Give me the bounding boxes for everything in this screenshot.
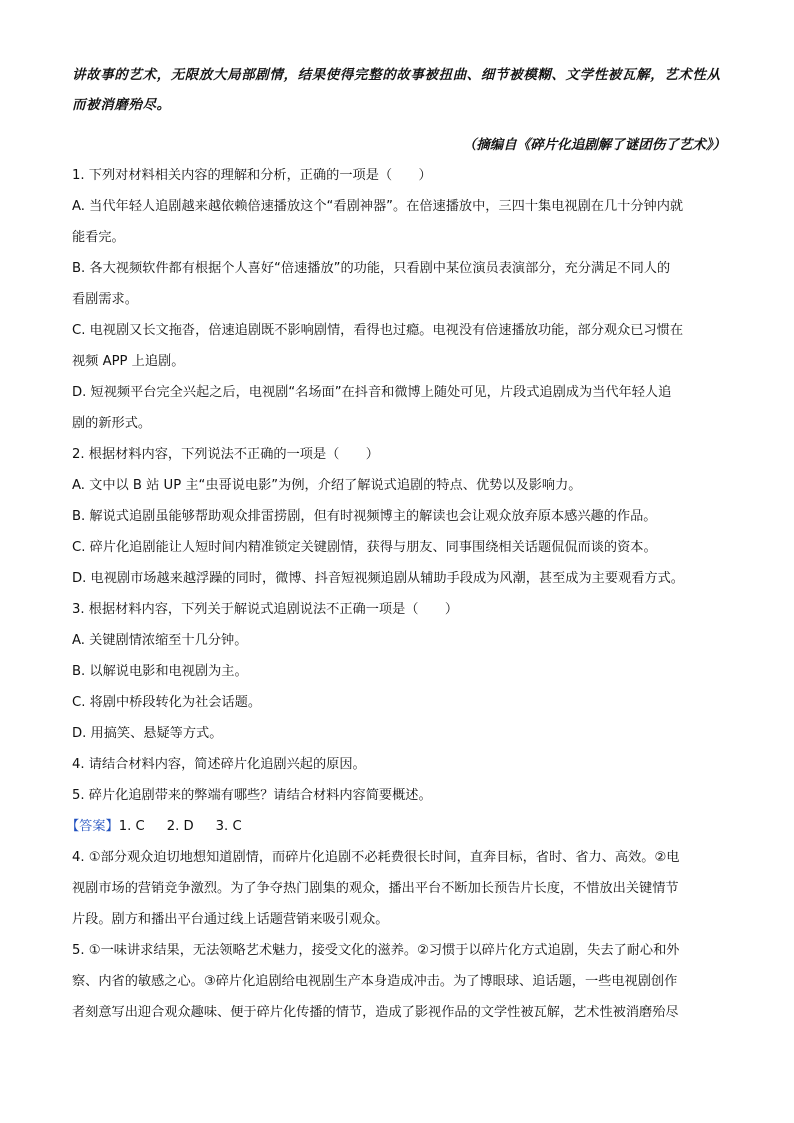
answer-4-line-2: 视剧市场的营销竞争激烈。为了争夺热门剧集的观众，播出平台不断加长预告片长度，不惜放出关键情节 — [72, 881, 679, 896]
question-2-option-b: B. 解说式追剧虽能够帮助观众排雷捞剧，但有时视频博主的解读也会让观众放弃原本感兴趣的作品。 — [72, 509, 657, 524]
question-3-option-b: B. 以解说电影和电视剧为主。 — [72, 664, 248, 679]
question-1-option-d-line-1: D. 短视频平台完全兴起之后，电视剧“名场面”在抖音和微博上随处可见，片段式追剧成为当代年轻人追 — [72, 385, 672, 400]
question-2-stem: 2. 根据材料内容，下列说法不正确的一项是（ ） — [72, 447, 379, 462]
answer-1: 1. C — [118, 819, 145, 834]
question-1-option-a-line-2: 能看完。 — [72, 230, 125, 245]
answer-4-line-1: 4. ①部分观众迫切地想知道剧情，而碎片化追剧不必耗费很长时间，直奔目标，省时、省力、高效。②电 — [72, 850, 680, 865]
question-1-option-b-line-1: B. 各大视频软件都有根据个人喜好“倍速播放”的功能，只看剧中某位演员表演部分，充分满足不同人的 — [72, 261, 671, 276]
source-citation: （摘编自《碎片化追剧解了谜团伤了艺术》） — [462, 137, 726, 153]
question-1-option-d-line-2: 剧的新形式。 — [72, 416, 152, 431]
answer-tag: 【答案】 — [66, 819, 119, 834]
intro-line-1: 讲故事的艺术，无限放大局部剧情，结果使得完整的故事被扭曲、细节被模糊、文学性被瓦解，艺术性从 — [72, 67, 721, 83]
question-3-option-c: C. 将剧中桥段转化为社会话题。 — [72, 695, 262, 710]
answer-3: 3. C — [215, 819, 242, 834]
question-5-stem: 5. 碎片化追剧带来的弊端有哪些？请结合材料内容简要概述。 — [72, 788, 432, 803]
question-2-option-a: A. 文中以 B 站 UP 主“虫哥说电影”为例，介绍了解说式追剧的特点、优势以及影响力。 — [72, 478, 582, 493]
question-1-option-c-line-2: 视频 APP 上追剧。 — [72, 354, 185, 369]
question-2-option-c: C. 碎片化追剧能让人短时间内精准锁定关键剧情，获得与朋友、同事围绕相关话题侃侃而谈的资本。 — [72, 540, 657, 555]
question-1-option-b-line-2: 看剧需求。 — [72, 292, 138, 307]
question-1-option-a-line-1: A. 当代年轻人追剧越来越依赖倍速播放这个“看剧神器”。在倍速播放中，三四十集电视剧在几十分钟内就 — [72, 199, 684, 214]
answer-5-line-2: 察、内省的敏感之心。③碎片化追剧给电视剧生产本身造成冲击。为了博眼球、追话题，一些电视剧创作 — [72, 974, 678, 989]
answer-2: 2. D — [166, 819, 194, 834]
document-page — [66, 60, 726, 1028]
question-3-option-a: A. 关键剧情浓缩至十几分钟。 — [72, 633, 248, 648]
answer-5-line-1: 5. ①一味讲求结果，无法领略艺术魅力，接受文化的滋养。②习惯于以碎片化方式追剧，失去了耐心和外 — [72, 943, 680, 958]
answer-5-line-3: 者刻意写出迎合观众趣味、便于碎片化传播的情节，造成了影视作品的文学性被瓦解，艺术性被消磨殆尽 — [72, 1005, 679, 1020]
question-3-option-d: D. 用搞笑、悬疑等方式。 — [72, 726, 223, 741]
question-1-stem: 1. 下列对材料相关内容的理解和分析，正确的一项是（ ） — [72, 168, 432, 183]
answer-key-line — [66, 811, 722, 842]
question-4-stem: 4. 请结合材料内容，简述碎片化追剧兴起的原因。 — [72, 757, 366, 772]
intro-line-2: 而被消磨殆尽。 — [72, 97, 171, 113]
question-1-option-c-line-1: C. 电视剧又长文拖沓，倍速追剧既不影响剧情，看得也过瘾。电视没有倍速播放功能，部分观众已习惯在 — [72, 323, 684, 338]
question-3-stem: 3. 根据材料内容，下列关于解说式追剧说法不正确一项是（ ） — [72, 602, 459, 617]
answer-4-line-3: 片段。剧方和播出平台通过线上话题营销来吸引观众。 — [72, 912, 389, 927]
question-2-option-d: D. 电视剧市场越来越浮躁的同时，微博、抖音短视频追剧从辅助手段成为风潮，甚至成为主要观看方式。 — [72, 571, 684, 586]
